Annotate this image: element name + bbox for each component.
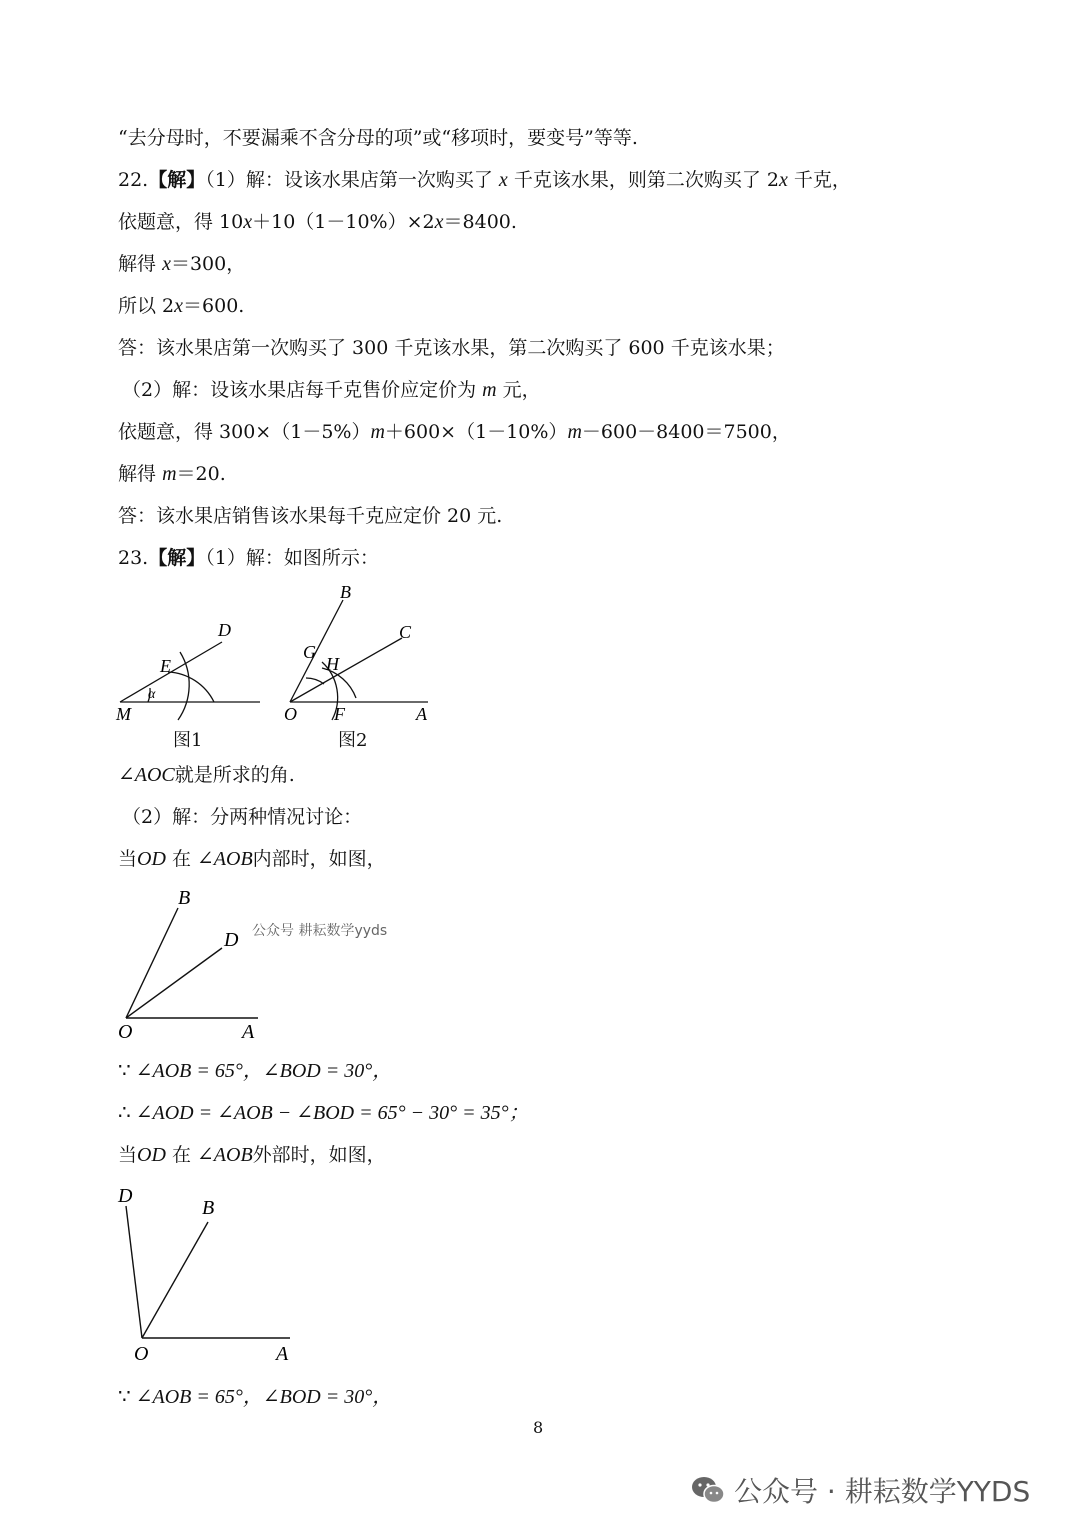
text: 依题意，得 10 xyxy=(118,211,244,233)
aoc-conclusion xyxy=(118,762,295,788)
case-2-line xyxy=(118,1142,386,1168)
variable-m: m xyxy=(567,421,582,443)
text: （1）解：如图所示： xyxy=(205,547,379,569)
figure-4 xyxy=(110,1178,310,1368)
text: 就是所求的角. xyxy=(174,764,295,786)
text: ＝300， xyxy=(170,253,246,275)
angle-symbol: ∠ xyxy=(197,848,214,870)
watermark: 公众号 耕耘数学yyds xyxy=(252,923,388,939)
angle-symbol: ∠ xyxy=(118,764,135,786)
because-symbol: ∵ xyxy=(118,1386,131,1408)
figure-1-caption: 图1 xyxy=(173,730,203,751)
part-2-intro: （2）解：分两种情况讨论： xyxy=(122,806,363,828)
label-O: O xyxy=(118,1021,133,1043)
text: ＝20. xyxy=(176,463,226,485)
text: （2）解：设该水果店每千克售价应定价为 xyxy=(122,379,477,401)
solution-2 xyxy=(118,461,226,487)
solution-tag: 【解】 xyxy=(148,547,206,569)
problem-22-header xyxy=(118,167,851,193)
text: 解得 xyxy=(118,463,157,485)
text: 外部时，如图， xyxy=(252,1144,386,1166)
footer-text: 公众号 · 耕耘数学YYDS xyxy=(734,1475,1031,1508)
variable-x: x xyxy=(778,169,788,191)
text: 所以 2 xyxy=(118,295,175,317)
label-F: F xyxy=(334,704,345,724)
angle-name: AOB xyxy=(213,1144,253,1166)
text: 依题意，得 300×（1－5%） xyxy=(118,421,371,443)
text: ＝8400. xyxy=(443,211,517,233)
text-line: “去分母时，不要漏乘不含分母的项”或“移项时，要变号”等等. xyxy=(118,127,638,149)
variable-x: x xyxy=(162,253,171,275)
text: ∠AOB = 65°，∠BOD = 30°， xyxy=(135,1060,393,1082)
solution-1 xyxy=(118,251,245,277)
equation-1 xyxy=(118,209,517,235)
label-D: D xyxy=(218,620,231,640)
variable-x: x xyxy=(498,169,508,191)
given-1 xyxy=(118,1058,392,1084)
figure-1 xyxy=(120,642,260,720)
label-E: E xyxy=(160,656,171,676)
label-B: B xyxy=(340,582,351,602)
segment-od: OD xyxy=(137,848,166,870)
text: 当 xyxy=(118,848,138,870)
variable-x: x xyxy=(243,211,253,233)
variable-x: x xyxy=(174,295,184,317)
text: ＝600. xyxy=(183,295,245,317)
text: 在 xyxy=(171,848,191,870)
problem-23-header xyxy=(118,545,379,571)
wechat-icon xyxy=(690,1475,726,1505)
variable-m: m xyxy=(162,463,177,485)
variable-m: m xyxy=(482,379,497,401)
angle-name: AOC xyxy=(134,764,175,786)
text: ∠AOB = 65°，∠BOD = 30°， xyxy=(135,1386,393,1408)
so-line xyxy=(118,293,244,319)
label-D: D xyxy=(224,929,239,951)
label-O: O xyxy=(284,704,297,724)
angle-name: AOB xyxy=(213,848,253,870)
text: ＋10（1－10%）×2 xyxy=(252,211,435,233)
therefore-1 xyxy=(118,1100,529,1126)
variable-x: x xyxy=(434,211,444,233)
label-alpha: α xyxy=(148,687,156,702)
text: 内部时，如图， xyxy=(252,848,386,870)
text: 解得 xyxy=(118,253,157,275)
text: ＋600×（1－10%） xyxy=(384,421,568,443)
label-H: H xyxy=(326,654,339,674)
case-1-line xyxy=(118,846,386,872)
label-A: A xyxy=(242,1021,255,1043)
angle-symbol: ∠ xyxy=(197,1144,214,1166)
page-number: 8 xyxy=(533,1418,544,1437)
part-2-setup xyxy=(122,377,541,403)
label-M: M xyxy=(116,704,131,724)
label-D: D xyxy=(118,1185,133,1207)
text: －600－8400＝7500， xyxy=(581,421,791,443)
figure-3 xyxy=(110,880,270,1045)
text: 千克该水果，则第二次购买了 2 xyxy=(513,169,779,191)
label-B: B xyxy=(202,1197,215,1219)
footer-watermark xyxy=(690,1470,1030,1510)
variable-m: m xyxy=(370,421,385,443)
label-C: C xyxy=(399,622,412,642)
label-A: A xyxy=(416,704,427,724)
text: （1）解：设该水果店第一次购买了 xyxy=(205,169,493,191)
solution-tag: 【解】 xyxy=(148,169,206,191)
equation-2 xyxy=(118,419,791,445)
answer-1: 答：该水果店第一次购买了 300 千克该水果，第二次购买了 600 千克该水果； xyxy=(118,337,785,359)
label-O: O xyxy=(134,1343,149,1365)
construction-figures xyxy=(110,580,450,725)
text: 当 xyxy=(118,1144,138,1166)
text: 在 xyxy=(171,1144,191,1166)
problem-number: 23. xyxy=(118,547,149,569)
label-A: A xyxy=(276,1343,289,1365)
label-B: B xyxy=(178,887,191,909)
problem-number: 22. xyxy=(118,169,149,191)
given-2 xyxy=(118,1384,392,1410)
therefore-symbol: ∴ xyxy=(118,1102,131,1124)
text: 元， xyxy=(502,379,541,401)
text: 千克， xyxy=(793,169,851,191)
label-G: G xyxy=(303,642,316,662)
text: ∠AOD = ∠AOB − ∠BOD = 65° − 30° = 35°； xyxy=(135,1102,529,1124)
figure-2-caption: 图2 xyxy=(338,730,368,751)
because-symbol: ∵ xyxy=(118,1060,131,1082)
answer-2: 答：该水果店销售该水果每千克应定价 20 元. xyxy=(118,505,503,527)
segment-od: OD xyxy=(137,1144,166,1166)
